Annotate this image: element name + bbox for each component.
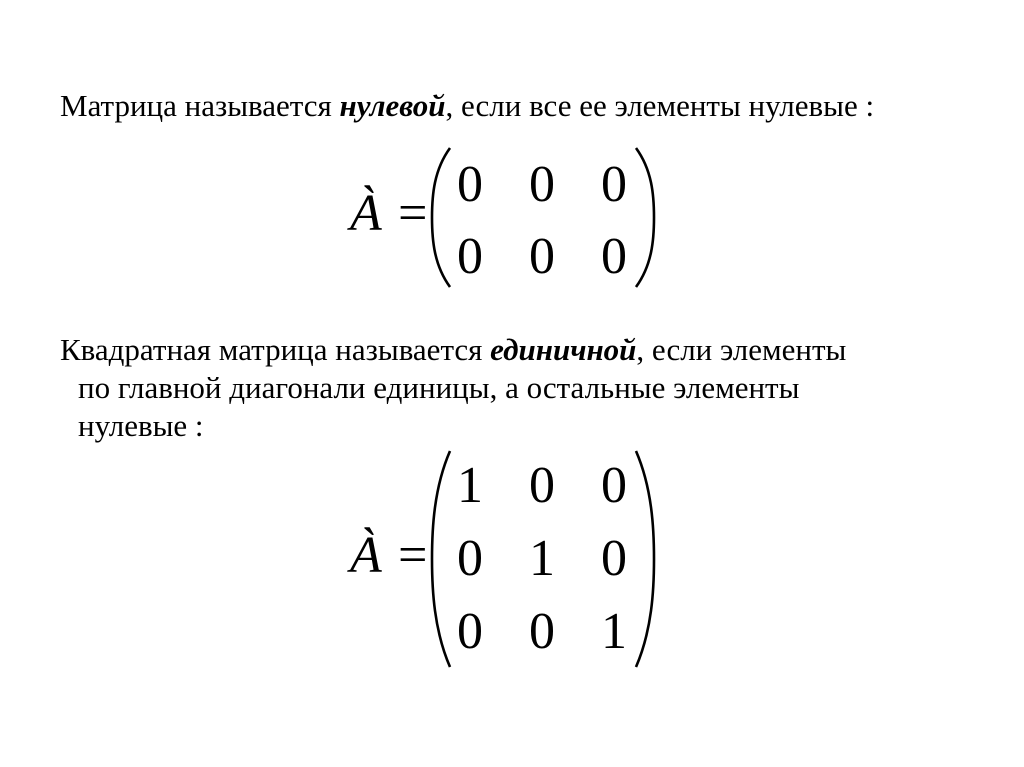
definition-line-1 [60, 331, 846, 369]
matrix-cell: 0 [529, 156, 555, 213]
matrix-lhs: À = [350, 185, 430, 242]
matrix-cell: 0 [529, 457, 555, 514]
definition-line [60, 87, 874, 125]
matrix-cell: 0 [457, 228, 483, 285]
matrix-cell: 0 [601, 156, 627, 213]
text-after: , если все ее элементы нулевые : [445, 88, 875, 123]
matrix-cell: 1 [529, 530, 555, 587]
matrix-cell: 0 [457, 603, 483, 660]
matrix-cell: 0 [457, 156, 483, 213]
identity-matrix-definition [60, 331, 846, 445]
matrix-cell: 1 [601, 603, 627, 660]
matrix-lhs: À = [350, 527, 430, 584]
text-before: Матрица называется [60, 88, 340, 123]
matrix-cell: 0 [601, 457, 627, 514]
identity-matrix [428, 448, 658, 670]
term-zero: нулевой [339, 88, 446, 123]
term-identity: единичной [490, 332, 637, 367]
definition-line-2: по главной диагонали единицы, а остальные элементы [78, 370, 800, 405]
text-before: Квадратная матрица называется [60, 332, 491, 367]
matrix-cell: 0 [529, 603, 555, 660]
right-paren [632, 448, 658, 670]
matrix-cell: 0 [457, 530, 483, 587]
zero-matrix-definition [60, 87, 874, 125]
text-after: , если элементы [636, 332, 847, 367]
matrix-cell: 1 [457, 457, 483, 514]
matrix-cell: 0 [529, 228, 555, 285]
matrix-cell: 0 [601, 530, 627, 587]
zero-matrix [428, 145, 658, 290]
matrix-cell: 0 [601, 228, 627, 285]
definition-line-3: нулевые : [78, 408, 204, 443]
right-paren [632, 145, 658, 290]
